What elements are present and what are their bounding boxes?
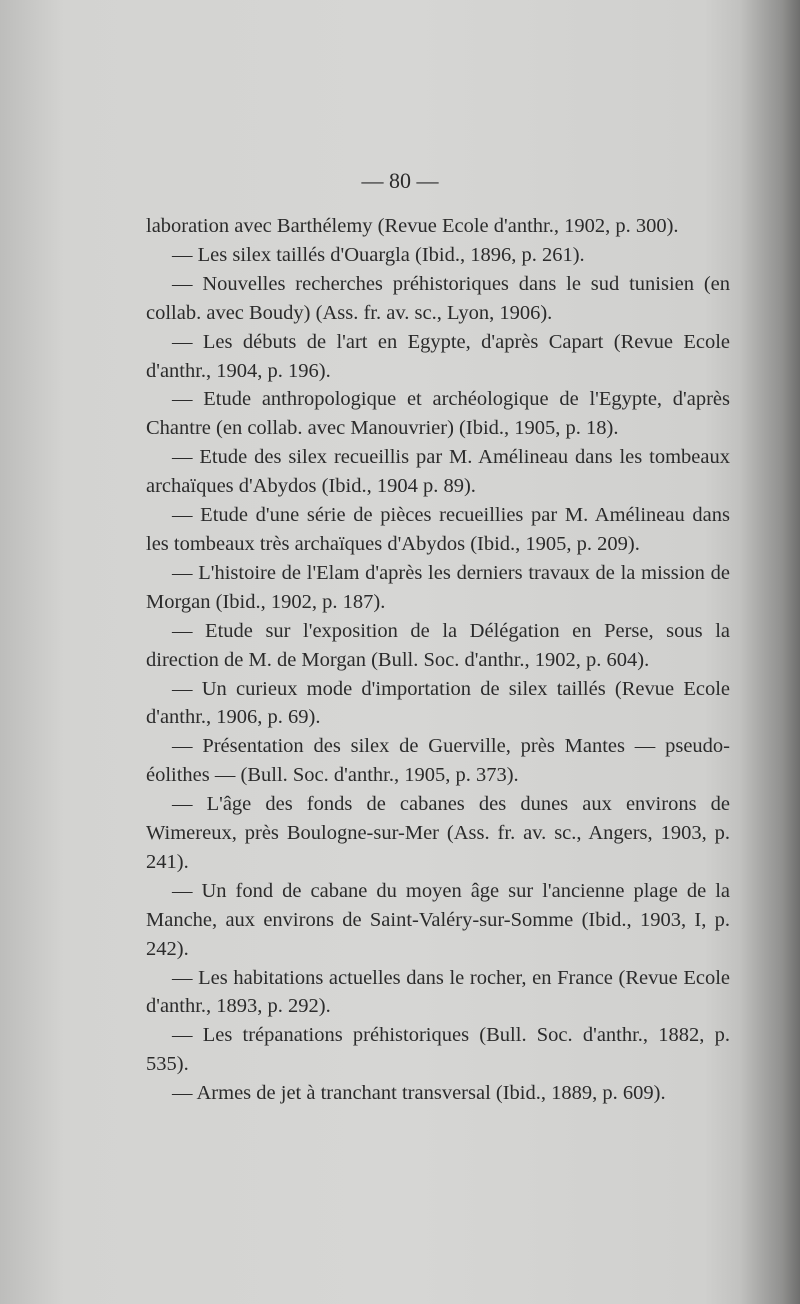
page-spine-shadow xyxy=(740,0,800,1304)
bibliography-entry: — Les trépanations préhistoriques (Bull. Soc. d'anthr., 1882, p. 535). xyxy=(146,1024,730,1076)
bibliography-text xyxy=(146,212,730,1108)
bibliography-entry: — Etude des silex recueillis par M. Amélineau dans les tombeaux archaïques d'Abydos (Ibid., 1904 p. 89). xyxy=(146,446,730,498)
bibliography-entry: laboration avec Barthélemy (Revue Ecole d'anthr., 1902, p. 300). xyxy=(146,215,679,237)
bibliography-entry: — Nouvelles recherches préhistoriques dans le sud tunisien (en collab. avec Boudy) (Ass. fr. av. sc., Lyon, 1906). xyxy=(146,272,730,324)
bibliography-entry: — Armes de jet à tranchant transversal (Ibid., 1889, p. 609). xyxy=(172,1082,666,1105)
bibliography-entry: — Les habitations actuelles dans le rocher, en France (Revue Ecole d'anthr., 1893, p. 292). xyxy=(146,966,730,1018)
bibliography-entry: — Etude sur l'exposition de la Délégation en Perse, sous la direction de M. de Morgan (Bull. Soc. d'anthr., 1902, p. 604). xyxy=(146,619,730,671)
bibliography-entry: — Présentation des silex de Guerville, près Mantes — pseudo-éolithes — (Bull. Soc. d'anthr., 1905, p. 373). xyxy=(146,735,730,787)
bibliography-entry: — Un fond de cabane du moyen âge sur l'ancienne plage de la Manche, aux environs de Saint-Valéry-sur-Somme (Ibid., 1903, I, p. 242). xyxy=(146,879,730,960)
bibliography-entry: — L'âge des fonds de cabanes des dunes aux environs de Wimereux, près Boulogne-sur-Mer (Ass. fr. av. sc., Angers, 1903, p. 241). xyxy=(146,793,730,873)
bibliography-entry: — Un curieux mode d'importation de silex taillés (Revue Ecole d'anthr., 1906, p. 69). xyxy=(146,677,730,729)
page-number: — 80 — xyxy=(361,168,439,193)
bibliography-entry: — Les débuts de l'art en Egypte, d'après Capart (Revue Ecole d'anthr., 1904, p. 196). xyxy=(146,330,730,382)
bibliography-entry: — L'histoire de l'Elam d'après les derniers travaux de la mission de Morgan (Ibid., 1902, p. 187). xyxy=(146,561,730,613)
bibliography-entry: — Les silex taillés d'Ouargla (Ibid., 1896, p. 261). xyxy=(172,243,585,266)
bibliography-entry: — Etude anthropologique et archéologique de l'Egypte, d'après Chantre (en collab. avec Manouvrier) (Ibid., 1905, p. 18). xyxy=(146,388,730,440)
bibliography-entry: — Etude d'une série de pièces recueillies par M. Amélineau dans les tombeaux très archaïques d'Abydos (Ibid., 1905, p. 209). xyxy=(146,504,730,555)
